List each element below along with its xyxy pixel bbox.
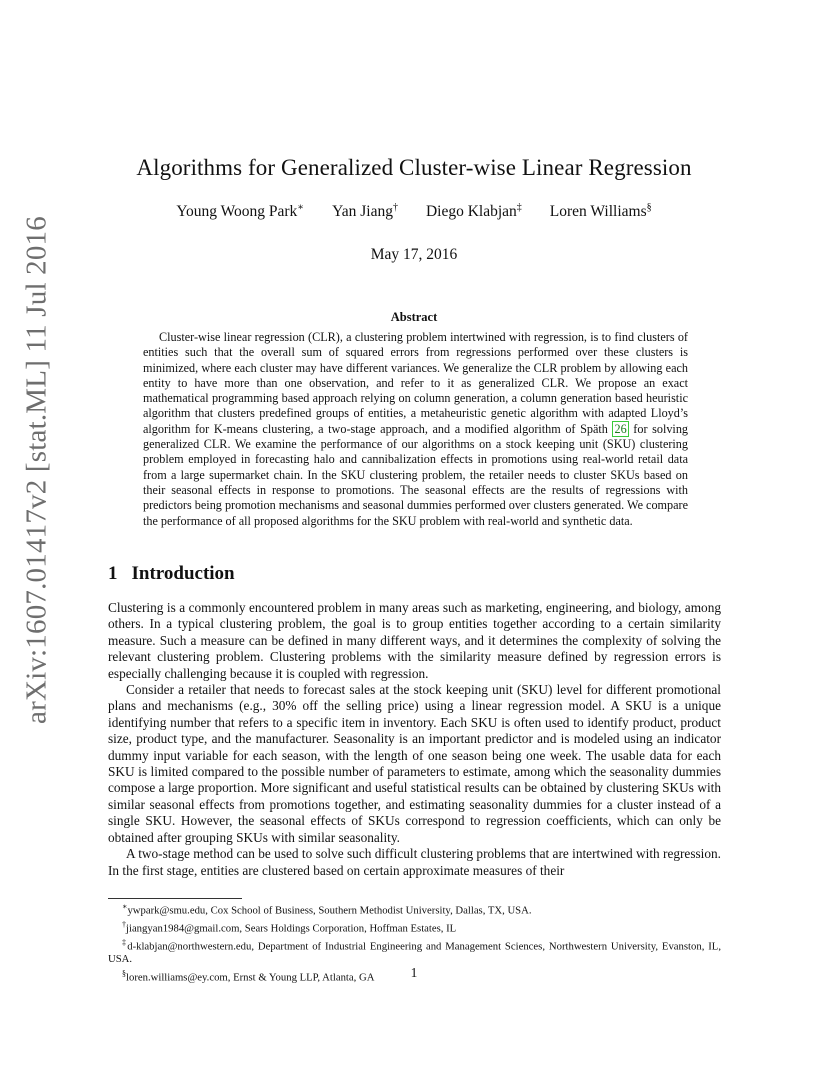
footnote: †jiangyan1984@gmail.com, Sears Holdings Corporation, Hoffman Estates, IL <box>122 919 457 935</box>
page-number: 1 <box>410 965 418 980</box>
author: Diego Klabjan‡ <box>425 202 522 221</box>
arxiv-watermark-text: arXiv:1607.01417v2 [stat.ML] 11 Jul 2016 <box>20 216 53 724</box>
footnote: §loren.williams@ey.com, Ernst & Young LLP, Atlanta, GA <box>122 968 375 984</box>
abstract-body: Cluster-wise linear regression (CLR), a clustering problem intertwined with regression, is to find clusters of entities such that the overall sum of squared errors from regressions performed over these clusters is minimized, where each cluster may have different variances. We generalize the CLR problem by allowing each entity to have more than one observation, and refer to it as generalized CLR. We propose an exact mathematical programming based approach relying on column generation, a column generation based heuristic algorithm that clusters predefined groups of entities, a metaheuristic genetic algorithm with adapted Lloyd’s algorithm for K-means clustering, a two-stage approach, and a modified algorithm of Späth 26 for solving generalized CLR. We examine the performance of our algorithms on a stock keeping unit (SKU) clustering problem employed in forecasting halo and cannibalization effects in promotions using real-world retail data from a large supermarket chain. In the SKU clustering problem, the retailer needs to cluster SKUs based on their seasonal effects in response to promotions. The seasonal effects are the results of regressions with predictors being promotion mechanisms and seasonal dummies performed over clusters generated. We compare the performance of all proposed algorithms for the SKU problem with real-world and synthetic data. <box>143 330 689 528</box>
arxiv-watermark <box>18 216 56 724</box>
footnote-rule <box>108 898 242 899</box>
author: Yan Jiang† <box>332 202 398 221</box>
section-title: Introduction <box>131 563 235 584</box>
footnote: ∗ywpark@smu.edu, Cox School of Business, Southern Methodist University, Dallas, TX, USA. <box>122 902 532 917</box>
section-number: 1 <box>108 563 118 584</box>
author-list <box>0 202 828 221</box>
paragraph: Consider a retailer that needs to forecast sales at the stock keeping unit (SKU) level for different promotional plans and mechanisms (e.g., 30% off the selling price) using a linear regression model. A SKU is a unique identifying number that refers to a specific item in inventory. Each SKU is often used to identify product, product size, product type, and the manufacturer. Seasonality is an important predictor and is modeled using an indicator dummy input variable for each season, with the length of one season being one week. The usable data for each SKU is limited compared to the possible number of parameters to estimate, among which the seasonality dummies compose a large proportion. More significant and useful statistical results can be obtained by clustering SKUs with similar seasonal effects from promotions together, and estimating seasonality dummies for a cluster instead of a single SKU. However, the seasonal effects of SKUs correspond to regression coefficients, which can only be obtained after grouping SKUs with similar seasonality. <box>108 682 721 845</box>
paper-date: May 17, 2016 <box>370 246 458 263</box>
abstract-heading: Abstract <box>390 310 438 324</box>
citation-link[interactable]: 26 <box>614 421 627 436</box>
author: Loren Williams§ <box>549 202 652 221</box>
section-heading <box>108 563 235 585</box>
body-text <box>108 600 721 879</box>
footnote: ‡d-klabjan@northwestern.edu, Department of Industrial Engineering and Management Sciences, Northwestern University, Evanston, IL, USA. <box>108 937 722 966</box>
paper-title: Algorithms for Generalized Cluster-wise Linear Regression <box>136 155 692 180</box>
paragraph: A two-stage method can be used to solve such difficult clustering problems that are intertwined with regression. In the first stage, entities are clustered based on certain approximate measures of their <box>108 846 721 878</box>
author: Young Woong Park∗ <box>176 202 305 221</box>
paragraph: Clustering is a commonly encountered problem in many areas such as marketing, engineering, and biology, among others. In a typical clustering problem, the goal is to group entities together according to a certain similarity measure. Such a measure can be defined in many different ways, and it determines the complexity of solving the relevant clustering problem. Clustering problems with the similarity measure defined by regression errors is especially challenging because it is coupled with regression. <box>108 600 721 681</box>
